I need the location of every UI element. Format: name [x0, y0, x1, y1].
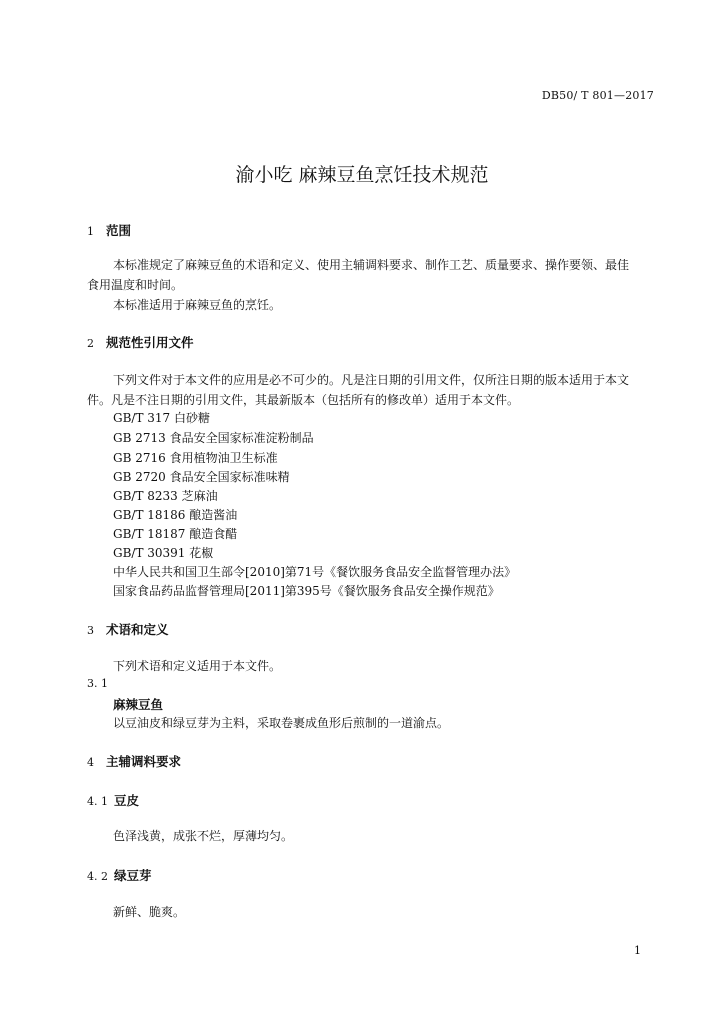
section-number: 1	[87, 225, 94, 238]
paragraph-line: 新鲜、脆爽。	[113, 905, 186, 919]
section-title: 术语和定义	[106, 622, 169, 637]
reference-item: GB 2716 食用植物油卫生标准	[113, 451, 278, 465]
section-3-heading	[87, 620, 169, 638]
term-definition: 以豆油皮和绿豆芽为主料，采取卷裹成鱼形后煎制的一道渝点。	[113, 716, 450, 730]
subsection-title: 绿豆芽	[114, 868, 152, 883]
section-title: 规范性引用文件	[106, 335, 194, 350]
section-2-heading	[87, 333, 194, 351]
section-4-heading	[87, 752, 181, 770]
subsection-title: 豆皮	[114, 793, 140, 808]
paragraph-line: 食用温度和时间。	[87, 278, 184, 292]
section-number: 3	[87, 624, 94, 637]
reference-item: GB/T 8233 芝麻油	[113, 489, 218, 503]
section-number: 2	[87, 337, 94, 350]
paragraph-line: 色泽浅黄，成张不烂，厚薄均匀。	[113, 829, 294, 843]
section-title: 范围	[106, 223, 132, 238]
paragraph-line: 下列文件对于本文件的应用是必不可少的。凡是注日期的引用文件，仅所注日期的版本适用于本文	[113, 373, 630, 387]
section-1-heading	[87, 221, 131, 239]
reference-item: GB/T 18186 酿造酱油	[113, 508, 238, 522]
paragraph-line: 本标准适用于麻辣豆鱼的烹饪。	[113, 298, 282, 312]
document-title: 渝小吃 麻辣豆鱼烹饪技术规范	[235, 164, 489, 186]
paragraph-line: 下列术语和定义适用于本文件。	[113, 659, 282, 673]
paragraph-line: 本标准规定了麻辣豆鱼的术语和定义、使用主辅调料要求、制作工艺、质量要求、操作要领、最佳	[113, 258, 630, 272]
subsection-number: 4. 1	[87, 795, 108, 808]
paragraph-line: 件。凡是不注日期的引用文件，其最新版本（包括所有的修改单）适用于本文件。	[87, 393, 520, 407]
reference-item: GB/T 30391 花椒	[113, 546, 214, 560]
section-number: 4	[87, 756, 94, 769]
reference-item: GB/T 317 白砂糖	[113, 411, 210, 425]
reference-item: 中华人民共和国卫生部令[2010]第71号《餐饮服务食品安全监督管理办法》	[113, 565, 517, 579]
reference-item: 国家食品药品监督管理局[2011]第395号《餐饮服务食品安全操作规范》	[113, 584, 500, 598]
subsection-number: 4. 2	[87, 870, 108, 883]
reference-item: GB 2713 食品安全国家标准淀粉制品	[113, 431, 314, 445]
section-title: 主辅调料要求	[106, 754, 182, 769]
reference-item: GB 2720 食品安全国家标准味精	[113, 470, 290, 484]
page-number: 1	[634, 944, 641, 957]
subsection-4-1-heading	[87, 791, 139, 809]
reference-item: GB/T 18187 酿造食醋	[113, 527, 238, 541]
term-number: 3. 1	[87, 677, 108, 690]
standard-code: DB50/ T 801—2017	[541, 89, 654, 102]
term-name: 麻辣豆鱼	[113, 697, 164, 712]
subsection-4-2-heading	[87, 866, 152, 884]
